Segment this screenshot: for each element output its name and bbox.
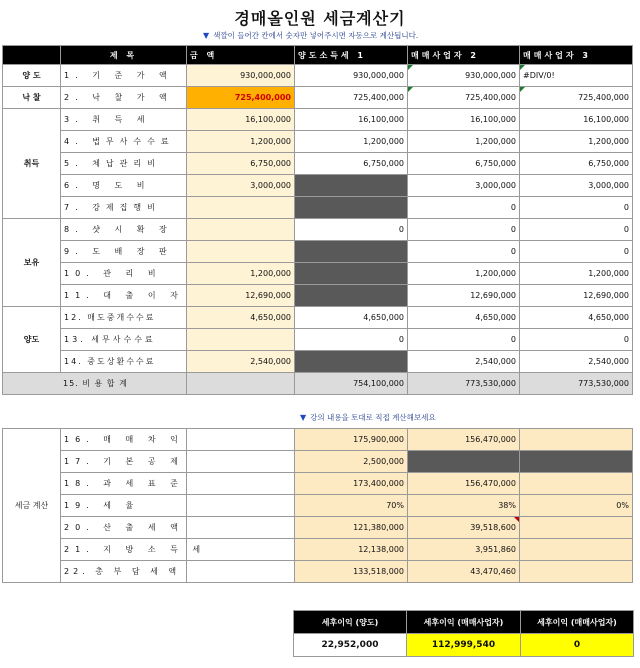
s1-cell	[295, 285, 408, 307]
total-s1: 754,100,000	[295, 373, 408, 395]
s1-cell: 133,518,000	[295, 561, 408, 583]
s3-cell: 0	[520, 241, 633, 263]
total-label: 15. 비 용 합 계	[3, 373, 187, 395]
row-number: 20.	[64, 523, 95, 532]
amount-cell[interactable]: 2,540,000	[187, 351, 295, 373]
row-label: 세무사수수료	[91, 335, 156, 344]
row-label: 강제집행비	[92, 203, 161, 212]
row-number: 10.	[64, 269, 95, 278]
row-number: 1.	[64, 71, 84, 80]
s1-cell: 0	[295, 219, 408, 241]
input-hint	[203, 30, 418, 41]
s1-cell: 6,750,000	[295, 153, 408, 175]
s3-cell: 725,400,000	[520, 87, 633, 109]
row-label: 샷 시 확 장	[92, 225, 173, 234]
table-row	[3, 495, 633, 517]
row-label: 취 득 세	[92, 115, 151, 124]
table-row	[3, 285, 633, 307]
amount-cell[interactable]: 930,000,000	[187, 65, 295, 87]
s2-cell: 930,000,000	[408, 65, 520, 87]
s2-cell: 4,650,000	[408, 307, 520, 329]
s1-cell: 173,400,000	[295, 473, 408, 495]
row-label: 낙 찰 가 액	[92, 93, 173, 102]
tax-table	[2, 428, 633, 583]
row-label: 도 배 장 판	[92, 247, 173, 256]
s2-cell: 725,400,000	[408, 87, 520, 109]
s1-cell: 725,400,000	[295, 87, 408, 109]
s3-cell: 0	[520, 329, 633, 351]
s2-cell: 156,470,000	[408, 429, 520, 451]
s2-cell: 156,470,000	[408, 473, 520, 495]
row-label: 산 출 세 액	[103, 523, 184, 532]
header-row	[3, 46, 633, 65]
s3-cell	[520, 539, 633, 561]
s2-cell: 0	[408, 329, 520, 351]
s2-cell	[408, 451, 520, 473]
s3-cell: 1,200,000	[520, 131, 633, 153]
row-label: 매 매 차 익	[103, 435, 184, 444]
row-label: 법무사수수료	[92, 137, 175, 146]
row-number: 6.	[64, 181, 84, 190]
row-label: 기 본 공 제	[103, 457, 184, 466]
s3-cell: 16,100,000	[520, 109, 633, 131]
s2-cell: 0	[408, 197, 520, 219]
group-label: 세금 계산	[3, 429, 61, 583]
s3-cell: 0	[520, 197, 633, 219]
s3-cell	[520, 517, 633, 539]
total-s2: 773,530,000	[408, 373, 520, 395]
s3-cell: 0%	[520, 495, 633, 517]
table-row	[3, 351, 633, 373]
row-label: 세 율	[103, 501, 140, 510]
row-number: 22.	[64, 567, 89, 576]
s3-cell: 4,650,000	[520, 307, 633, 329]
row-label: 기 준 가 액	[92, 71, 173, 80]
s1-cell	[295, 263, 408, 285]
s1-cell	[295, 175, 408, 197]
row-label: 체납관리비	[92, 159, 161, 168]
s2-cell: 0	[408, 219, 520, 241]
table-row	[3, 241, 633, 263]
row-number: 4.	[64, 137, 84, 146]
s3-cell: 6,750,000	[520, 153, 633, 175]
row-number: 9.	[64, 247, 84, 256]
row-label: 총 부 담 세 액	[95, 567, 181, 576]
s3-cell: 1,200,000	[520, 263, 633, 285]
table-row	[3, 517, 633, 539]
result-header-3: 세후이익 (매매사업자)	[521, 611, 634, 634]
row-number: 21.	[64, 545, 95, 554]
s2-cell: 38%	[408, 495, 520, 517]
row-number: 7.	[64, 203, 84, 212]
table-row	[3, 329, 633, 351]
s1-cell: 12,138,000	[295, 539, 408, 561]
table-row	[3, 263, 633, 285]
s3-cell	[520, 451, 633, 473]
row-number: 12.	[64, 313, 83, 322]
result-value-2: 112,999,540	[407, 634, 521, 657]
amount-cell[interactable]: 1,200,000	[187, 263, 295, 285]
amount-cell[interactable]: 1,200,000	[187, 131, 295, 153]
amount-cell[interactable]	[187, 197, 295, 219]
row-label: 중도상환수수료	[87, 357, 156, 366]
table-row	[3, 429, 633, 451]
s2-cell: 3,000,000	[408, 175, 520, 197]
row-label: 지 방 소 득 세	[103, 545, 207, 554]
input-hint-text: 색깔이 들어간 칸에서 숫자만 넣어주시면 자동으로 계산됩니다.	[213, 31, 419, 40]
group-label: 양 도	[3, 65, 61, 87]
s2-cell: 43,470,460	[408, 561, 520, 583]
header-s2: 매매사업자 2	[408, 46, 520, 65]
result-header-2: 세후이익 (매매사업자)	[407, 611, 521, 634]
table-row	[3, 131, 633, 153]
s1-cell: 2,500,000	[295, 451, 408, 473]
row-label: 매도중개수수료	[87, 313, 156, 322]
s3-cell: 0	[520, 219, 633, 241]
s3-cell	[520, 429, 633, 451]
row-number: 11.	[64, 291, 95, 300]
result-header-1: 세후이익 (양도)	[294, 611, 407, 634]
calc-hint	[300, 412, 436, 423]
result-table	[293, 610, 634, 657]
header-amount: 금 액	[187, 46, 295, 65]
row-number: 18.	[64, 479, 95, 488]
amount-cell[interactable]	[187, 219, 295, 241]
row-number: 2.	[64, 93, 84, 102]
s3-cell	[520, 473, 633, 495]
s2-cell: 6,750,000	[408, 153, 520, 175]
s1-cell	[295, 241, 408, 263]
s2-cell: 1,200,000	[408, 263, 520, 285]
header-s3: 매매사업자 3	[520, 46, 633, 65]
amount-cell[interactable]: 3,000,000	[187, 175, 295, 197]
row-number: 16.	[64, 435, 95, 444]
group-label: 보유	[3, 219, 61, 307]
table-row	[3, 219, 633, 241]
group-label: 양도	[3, 307, 61, 373]
table-row	[3, 153, 633, 175]
table-row	[3, 65, 633, 87]
table-row	[3, 87, 633, 109]
s1-cell: 70%	[295, 495, 408, 517]
table-row	[3, 175, 633, 197]
s2-cell: 12,690,000	[408, 285, 520, 307]
s3-cell: 12,690,000	[520, 285, 633, 307]
table-row	[3, 109, 633, 131]
s1-cell: 175,900,000	[295, 429, 408, 451]
header-item: 제 목	[61, 46, 187, 65]
s2-cell: 2,540,000	[408, 351, 520, 373]
row-number: 5.	[64, 159, 84, 168]
s1-cell: 16,100,000	[295, 109, 408, 131]
calc-hint-text: 강의 내용을 토대로 직접 계산해보세요	[310, 413, 436, 422]
table-row	[3, 197, 633, 219]
s3-cell	[520, 561, 633, 583]
amount-cell[interactable]: 12,690,000	[187, 285, 295, 307]
result-value-1: 22,952,000	[294, 634, 407, 657]
group-label: 취득	[3, 109, 61, 219]
s2-cell: 1,200,000	[408, 131, 520, 153]
row-label: 관 리 비	[103, 269, 162, 278]
table-row	[3, 473, 633, 495]
s1-cell: 930,000,000	[295, 65, 408, 87]
s1-cell: 121,380,000	[295, 517, 408, 539]
s2-cell: 0	[408, 241, 520, 263]
triangle-down-icon: ▼	[203, 31, 210, 40]
row-number: 3.	[64, 115, 84, 124]
amount-cell[interactable]: 725,400,000	[187, 87, 295, 109]
s1-cell	[295, 197, 408, 219]
s2-cell: 39,518,600	[408, 517, 520, 539]
s1-cell	[295, 351, 408, 373]
row-label: 대 출 이 자	[103, 291, 184, 300]
table-row	[3, 451, 633, 473]
amount-cell[interactable]: 6,750,000	[187, 153, 295, 175]
cost-table	[2, 45, 633, 395]
page-title: 경매올인원 세금계산기	[234, 9, 406, 28]
row-label: 과 세 표 준	[103, 479, 184, 488]
total-s3: 773,530,000	[520, 373, 633, 395]
total-row	[3, 373, 633, 395]
row-number: 8.	[64, 225, 84, 234]
row-number: 19.	[64, 501, 95, 510]
s3-cell: 3,000,000	[520, 175, 633, 197]
s3-cell: 2,540,000	[520, 351, 633, 373]
s1-cell: 4,650,000	[295, 307, 408, 329]
amount-cell[interactable]	[187, 329, 295, 351]
amount-cell[interactable]	[187, 241, 295, 263]
triangle-down-icon: ▼	[300, 413, 307, 422]
header-s1: 양도소득세 1	[295, 46, 408, 65]
amount-cell[interactable]: 4,650,000	[187, 307, 295, 329]
table-row	[3, 539, 633, 561]
table-row	[3, 307, 633, 329]
row-label: 명 도 비	[92, 181, 151, 190]
table-row	[3, 561, 633, 583]
s2-cell: 3,951,860	[408, 539, 520, 561]
s1-cell: 0	[295, 329, 408, 351]
row-number: 13.	[64, 335, 86, 344]
row-number: 17.	[64, 457, 95, 466]
s2-cell: 16,100,000	[408, 109, 520, 131]
group-label: 낙 찰	[3, 87, 61, 109]
amount-cell[interactable]: 16,100,000	[187, 109, 295, 131]
result-value-3: 0	[521, 634, 634, 657]
result-value-row	[294, 634, 634, 657]
s3-cell: #DIV/0!	[520, 65, 633, 87]
s1-cell: 1,200,000	[295, 131, 408, 153]
row-number: 14.	[64, 357, 83, 366]
result-header-row	[294, 611, 634, 634]
